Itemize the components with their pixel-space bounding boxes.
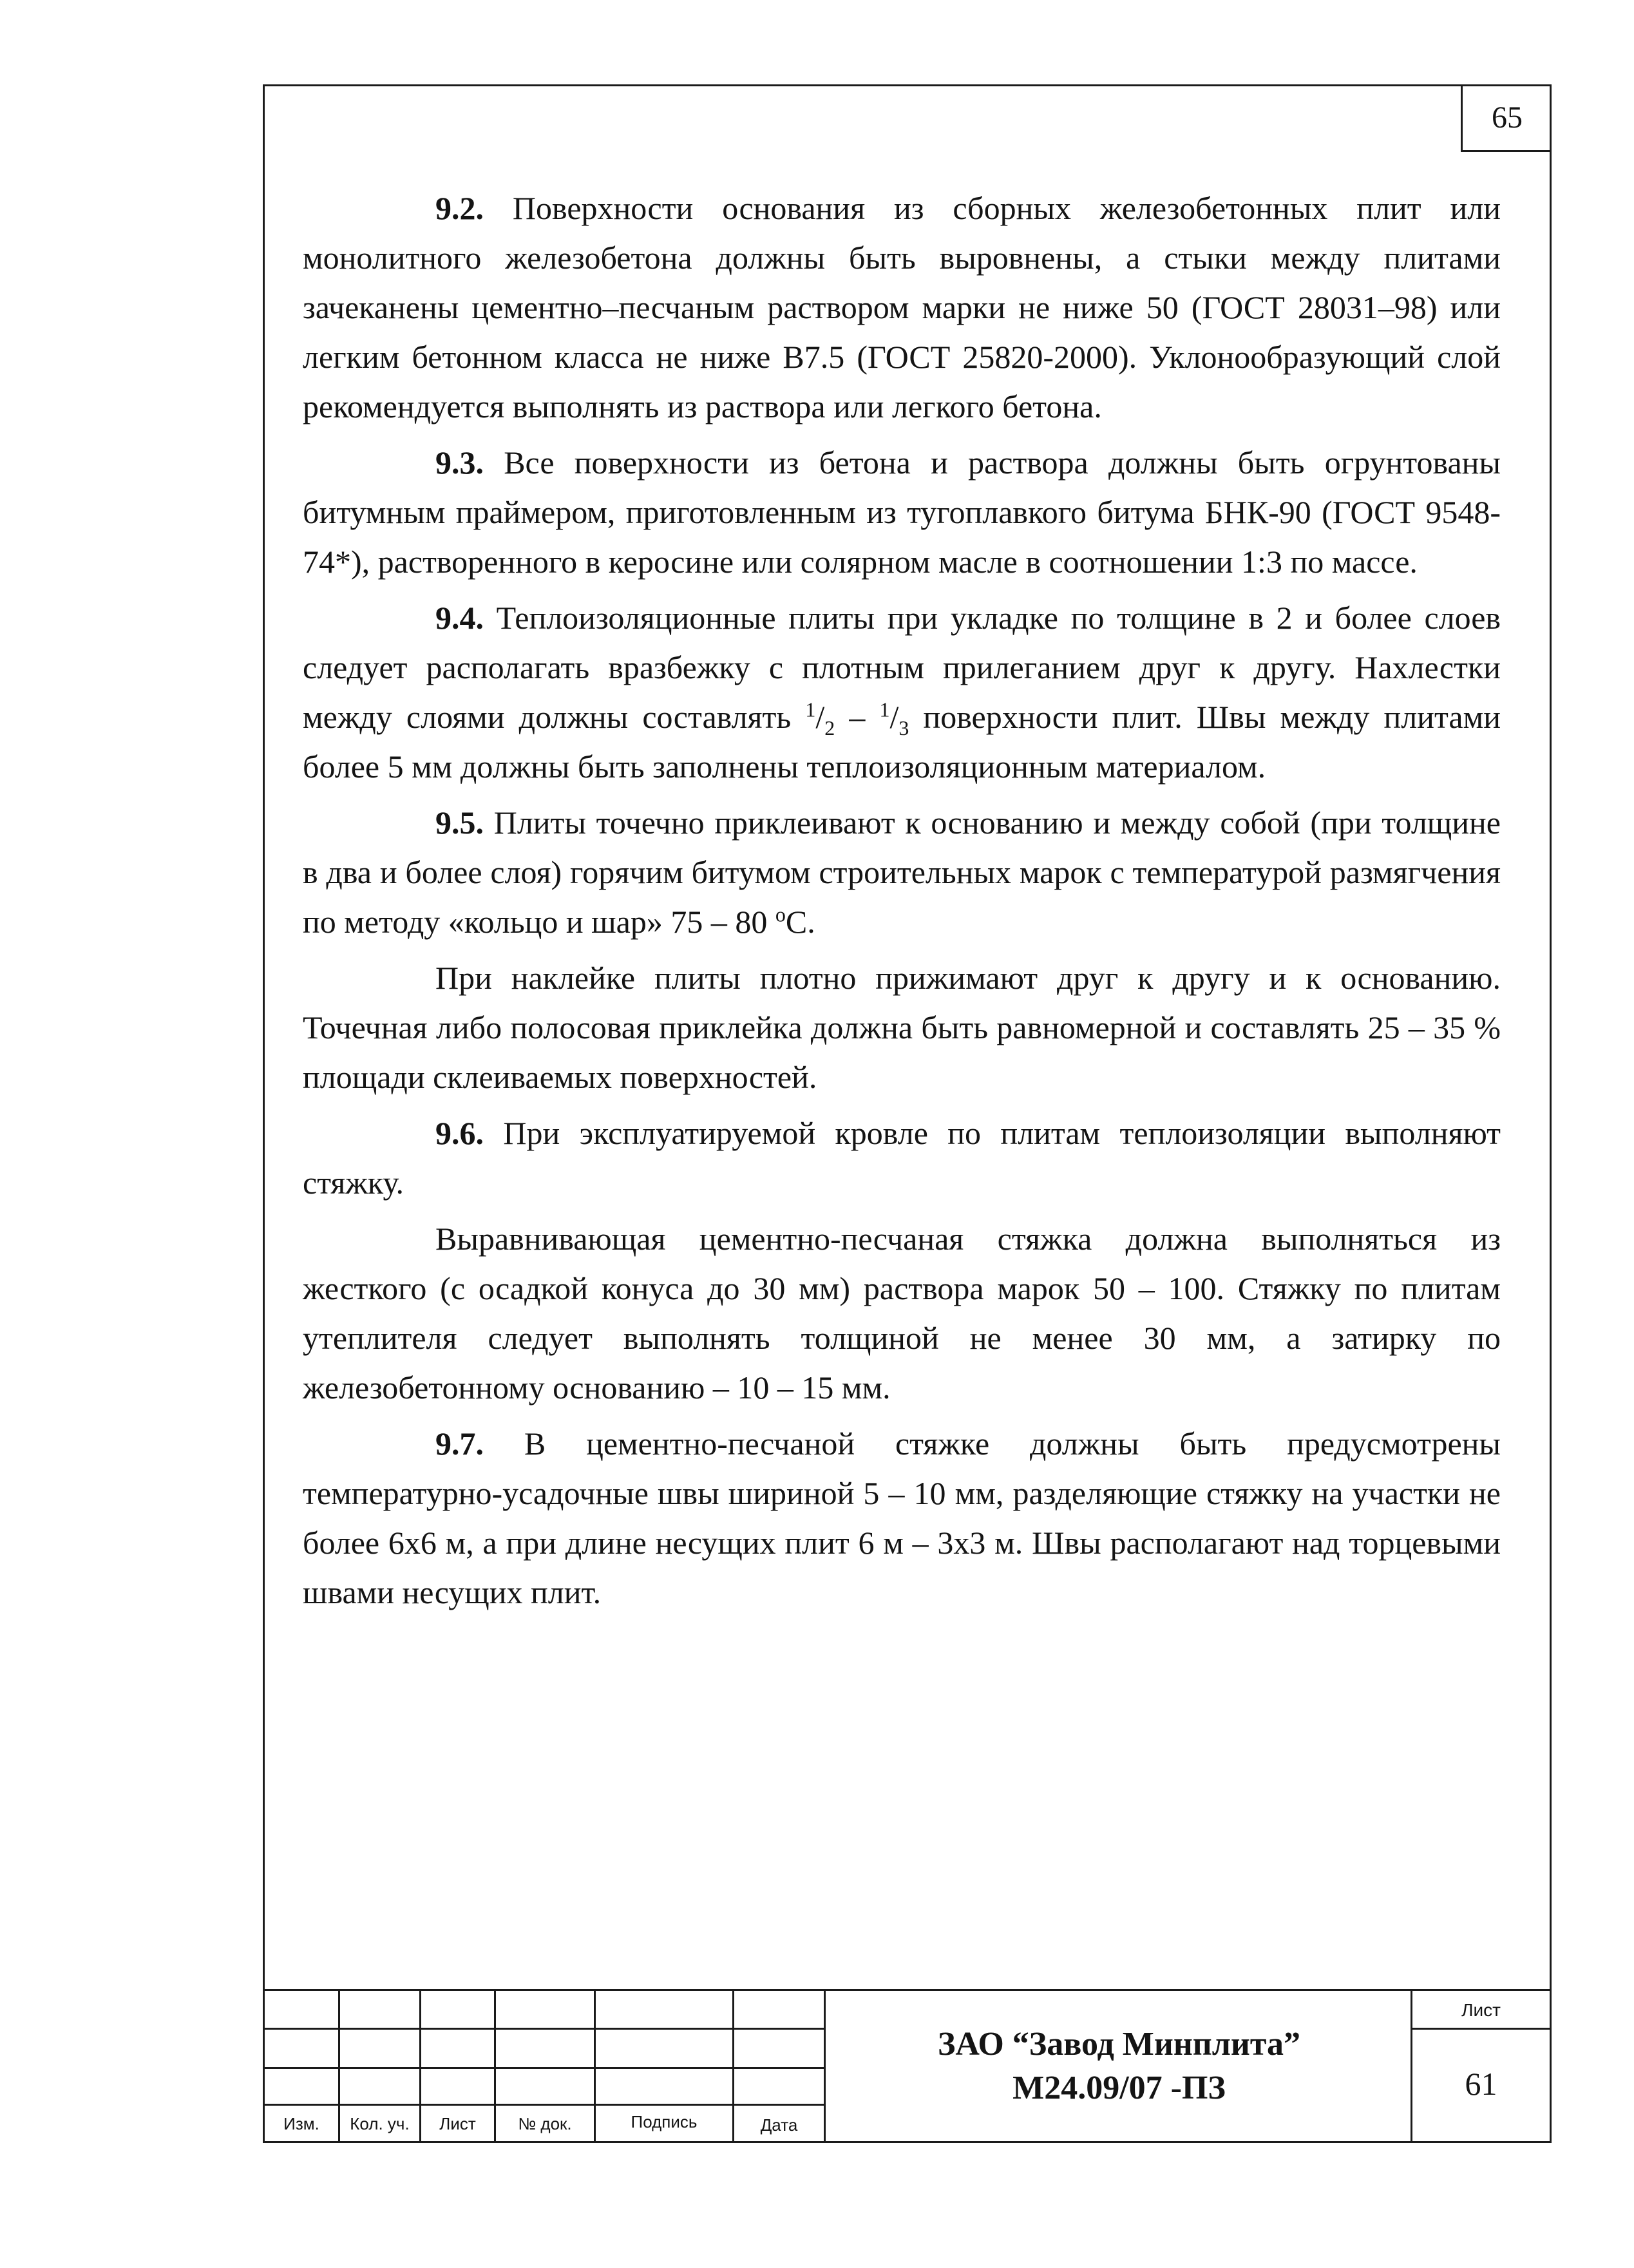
page-number: 65 [1461,84,1552,152]
clause-number: 9.2. [435,190,484,226]
label-izm: Изм. [283,2114,319,2133]
paragraph-9-7: 9.7. В цементно-песчаной стяжке должны быть предусмотрены температурно-усадочные швы шириной 5 – 10 мм, разделяющие стяжку на участки не более 6х6 м, а при длине несущих плит 6 м – 3х3 м. Швы располагают над торцевыми швами несущих плит. [303,1425,1501,1610]
company-name: ЗАО “Завод Минплита” [937,2026,1301,2063]
sheet-number: 61 [1465,2066,1497,2102]
clause-number: 9.4. [435,600,484,636]
row-line [265,2028,824,2030]
document-code: М24.09/07 -ПЗ [1012,2070,1226,2106]
row-line [265,2067,824,2069]
clause-number: 9.5. [435,805,484,841]
label-signature: Подпись [631,2112,698,2131]
paragraph-9-3: 9.3. Все поверхности из бетона и раствора должны быть огрунтованы битумным праймером, приготовленным из тугоплавкого битума БНК-90 (ГОСТ 9548-74*), растворенного в керосине или солярном масле в соотношении 1:3 по массе. [303,444,1501,580]
paragraph-gluing: При наклейке плиты плотно прижимают друг к другу и к основанию. Точечная либо полосовая приклейка должна быть равномерной и составлять 25 – 35 % площади склеиваемых поверхностей. [303,960,1501,1095]
clause-number: 9.6. [435,1115,484,1151]
label-date: Дата [760,2115,798,2135]
col-line [824,1991,826,2141]
paragraph-screed: Выравнивающая цементно-песчаная стяжка должна выполняться из жесткого (с осадкой конуса до 30 мм) раствора марок 50 – 100. Стяжку по плитам утеплителя следует выполнять толщиной не менее 30 мм, а затирку по железобетонному основанию – 10 – 15 мм. [303,1221,1501,1406]
paragraph-9-2: 9.2. Поверхности основания из сборных железобетонных плит или монолитного железобетона должны быть выровнены, а стыки между плитами зачеканены цементно–песчаным раствором марки не ниже 50 (ГОСТ 28031–98) или легким бетонном класса не ниже В7.5 (ГОСТ 25820-2000). Уклонообразующий слой рекомендуется выполнять из раствора или легкого бетона. [303,190,1501,424]
label-kol-uch: Кол. уч. [350,2114,410,2133]
label-list: Лист [439,2114,476,2133]
row-line [1411,2028,1550,2030]
label-doc-number: № док. [518,2114,572,2133]
row-line [265,2104,824,2106]
paragraph-9-6: 9.6. При эксплуатируемой кровле по плитам теплоизоляции выполняют стяжку. [303,1115,1501,1201]
paragraph-9-4: 9.4. Теплоизоляционные плиты при укладке по толщине в 2 и более слоев следует располагать вразбежку с плотным прилеганием друг к другу. Нахлестки между слоями должны составлять $^1/_2 - ^1/_3$ поверхности плит. Швы между плитами более 5 мм должны быть заполнены теплоизоляционным материалом. [303,600,1501,785]
paragraph-9-5: 9.5. Плиты точечно приклеивают к основанию и между собой (при толщине в два и более слоя) горячим битумом строительных марок с температурой размягчения по методу «кольцо и шар» 75 – 80 $^о$С. [303,805,1501,940]
sheet-label: Лист [1461,2000,1501,2020]
document-body [303,184,1501,1617]
title-block [263,1989,1552,2143]
clause-number: 9.7. [435,1425,484,1462]
clause-number: 9.3. [435,444,484,481]
